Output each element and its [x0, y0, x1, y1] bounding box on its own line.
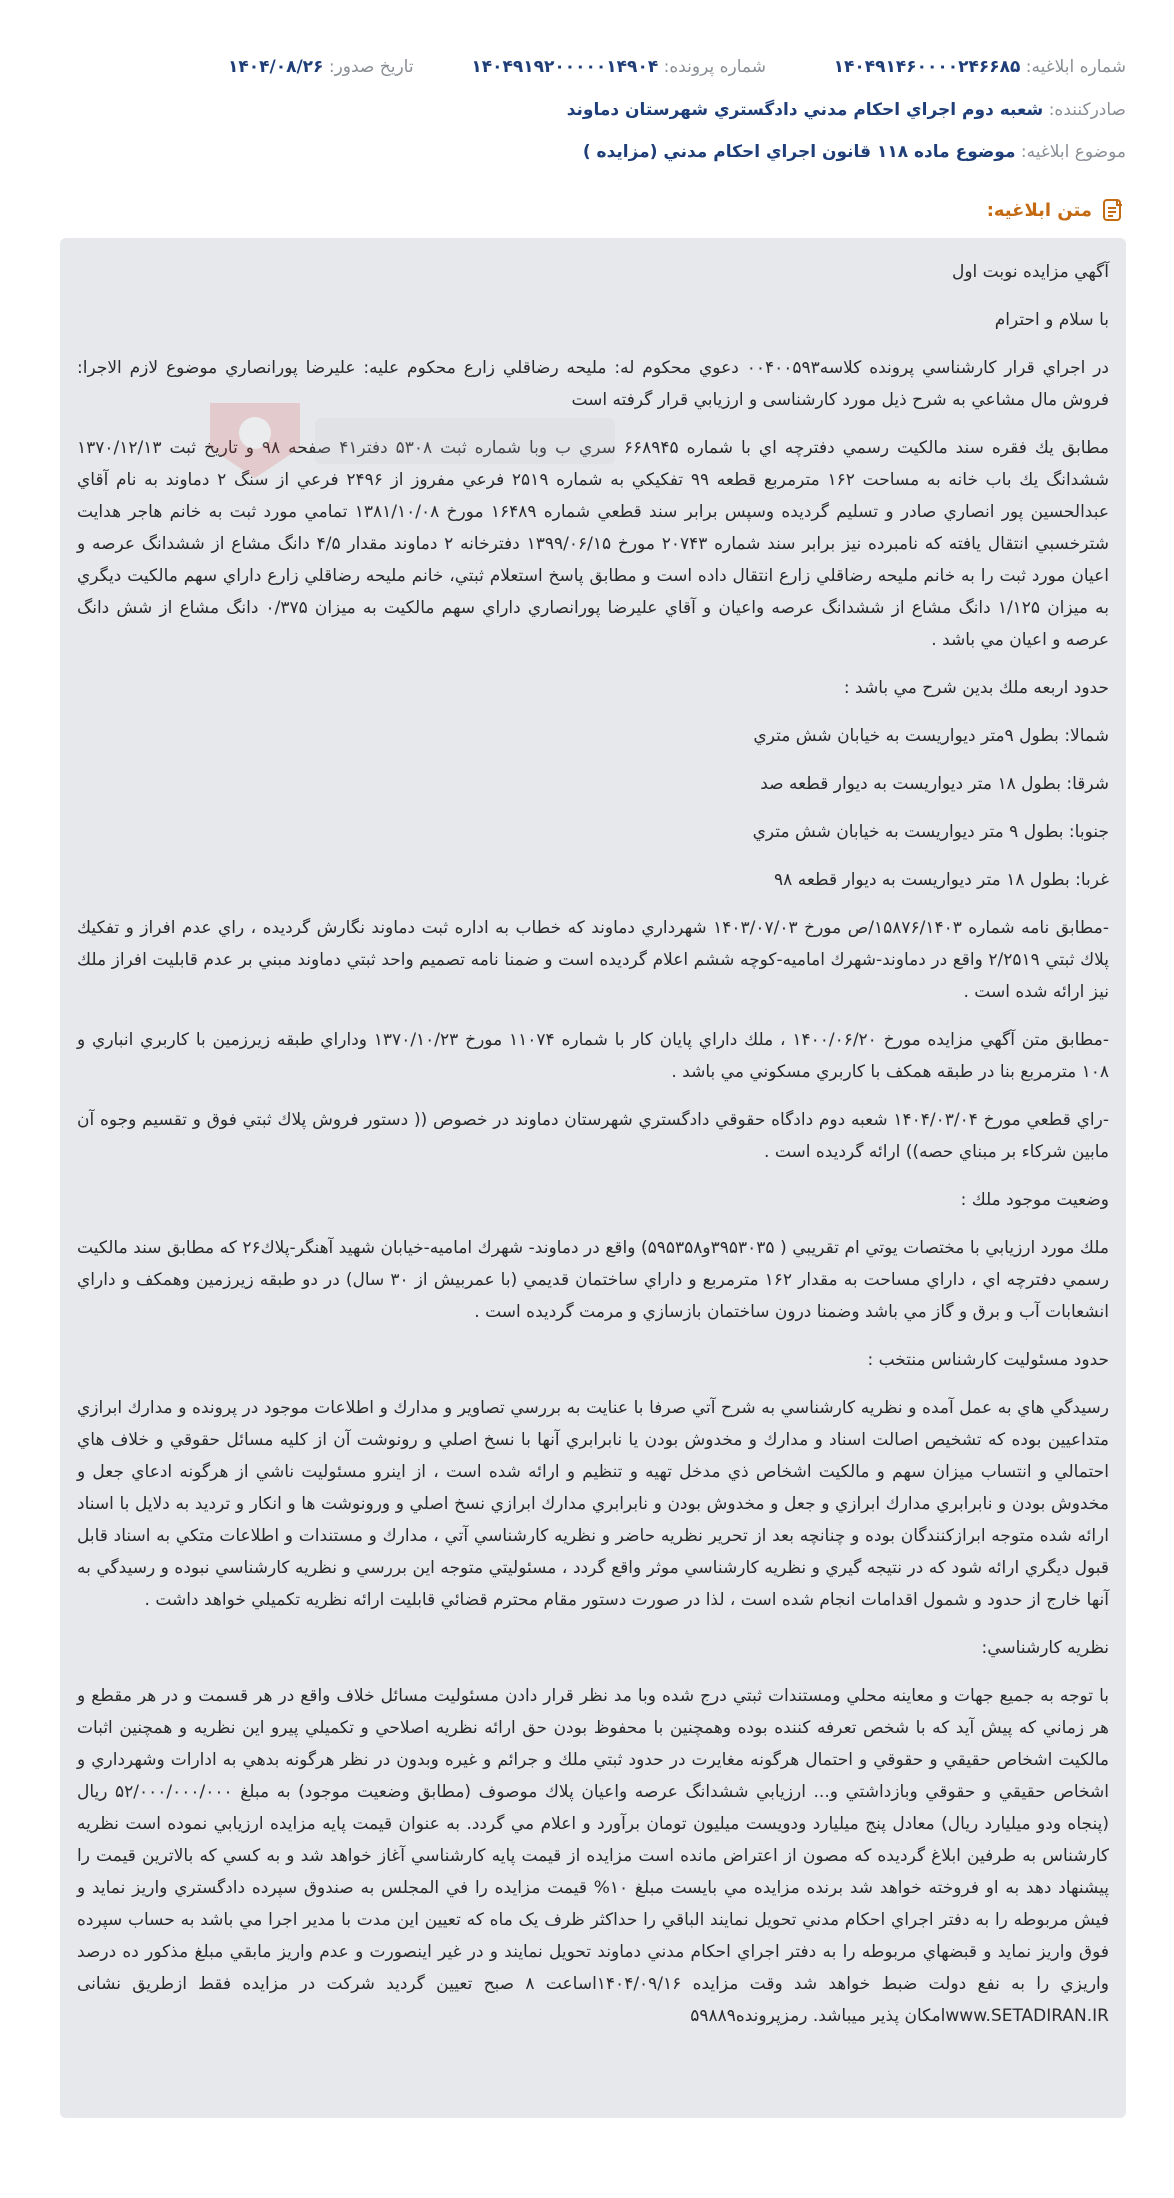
- issue-date: [228, 57, 414, 77]
- notice-paragraph: وضعيت موجود ملك :: [960, 1190, 1109, 1210]
- notice-paragraph: شرقا: بطول ۱۸ متر ديواريست به ديوار قطعه صد: [760, 774, 1109, 794]
- notice-meta-row: [48, 52, 1126, 82]
- notice-number: [834, 57, 1126, 77]
- notice-paragraph: -راي قطعي مورخ ۱۴۰۴/۰۳/۰۴ شعبه دوم دادگاه حقوقي دادگستري شهرستان دماوند در خصوص (( دستور فروش پلاك ثبتي فوق و تقسيم وجوه آن مابين شركاء بر مبناي حصه)) ارائه گرديده است .: [77, 1110, 1109, 1162]
- case-number-value: ۱۴۰۴۹۱۹۲۰۰۰۰۰۱۴۹۰۴: [471, 57, 659, 77]
- notice-text-heading: [987, 197, 1126, 223]
- notice-paragraph: حدود مسئوليت كارشناس منتخب :: [867, 1350, 1109, 1370]
- case-number-label: شماره پرونده:: [663, 57, 766, 77]
- issue-date-label: تاريخ صدور:: [328, 57, 414, 77]
- issuer-label: صادرکننده:: [1048, 100, 1126, 120]
- notice-paragraph: غربا: بطول ۱۸ متر ديواريست به ديوار قطعه ۹۸: [774, 870, 1109, 890]
- subject: [583, 142, 1126, 162]
- notice-paragraph: مطابق يك فقره سند مالكيت رسمي دفترچه اي با شماره ۶۶۸۹۴۵ سري ب وبا شماره ثبت ۵۳۰۸ دفتر۴۱ صفحه ۹۸ و تاريخ ثبت ۱۳۷۰/۱۲/۱۳ ششدانگ يك باب خانه به مساحت ۱۶۲ مترمربع قطعه ۹۹ تفكيكي به شماره ۲۵۱۹ فرعي مفروز از ۲۴۹۶ فرعي از سنگ ۲ دماوند به نام آقاي عبدالحسين پور انصاري صادر و تسليم گرديده وسپس برابر سند قطعي شماره ۱۶۴۸۹ مورخ ۱۳۸۱/۱۰/۰۸ تمامي مورد ثبت به خانم هاجر هدايت شترخسبي انتقال يافته كه نامبرده نيز برابر سند شماره ۲۰۷۴۳ مورخ ۱۳۹۹/۰۶/۱۵ دفترخانه ۲ دماوند مقدار ۴/۵ دانگ مشاع از ششدانگ عرصه و اعيان مورد ثبت را به خانم مليحه رضاقلي زارع انتقال داده است و مطابق پاسخ استعلام ثبتي، خانم مليحه رضاقلي زارع داراي سهم مالكيت ديگري به ميزان ۱/۱۲۵ دانگ مشاع از ششدانگ عرصه واعيان و آقاي عليرضا پورانصاري داراي سهم مالكيت به ميزان ۰/۳۷۵ دانگ مشاع از شش دانگ عرصه و اعيان مي باشد .: [77, 438, 1110, 650]
- issue-date-value: ۱۴۰۴/۰۸/۲۶: [228, 57, 324, 77]
- notice-paragraph: حدود اربعه ملك بدين شرح مي باشد :: [843, 678, 1109, 698]
- notice-paragraphs: [77, 256, 1109, 2032]
- notice-paragraph: آگهي مزايده نوبت اول: [951, 262, 1109, 282]
- notice-paragraph: با سلام و احترام: [994, 310, 1109, 330]
- notice-paragraph: -مطابق نامه شماره ۱۵۸۷۶/۱۴۰۳/ص مورخ ۱۴۰۳/۰۷/۰۳ شهرداري دماوند كه خطاب به اداره ثبت دماوند نگارش گرديده ، راي عدم افراز و تفكيك پلاك ثبتي ۲/۲۵۱۹ واقع در دماوند-شهرك اماميه-كوچه ششم اعلام گرديده است و ضمنا نامه تصميم واحد ثبتي دماوند مبني بر عدم قابليت افراز ملك نيز ارائه شده است .: [77, 918, 1109, 1002]
- subject-label: موضوع ابلاغيه:: [1020, 142, 1126, 162]
- notice-body: [60, 238, 1126, 2118]
- document-list-icon: [1100, 197, 1126, 223]
- notice-paragraph: نظريه كارشناسي:: [981, 1638, 1109, 1658]
- subject-value: موضوع ماده ۱۱۸ قانون اجراي احكام مدني (مزايده ): [582, 142, 1016, 162]
- notice-paragraph: ملك مورد ارزيابي با مختصات يوتي ام تقريبي ( ۳۹۵۳۰۳۵و۵۹۵۳۵۸) واقع در دماوند- شهرك اماميه-خيابان شهيد آهنگر-پلاك۲۶ كه مطابق سند مالكيت رسمي دفترچه اي ، داراي مساحت به مقدار ۱۶۲ مترمربع و داراي ساختمان قديمي (با عمربيش از ۳۰ سال) در دو طبقه زيرزمين وهمكف و داراي انشعابات آب و برق و گاز مي باشد وضمنا درون ساختمان بازسازي و مرمت گرديده است .: [77, 1238, 1110, 1322]
- issuer: [567, 100, 1126, 120]
- subject-row: [48, 137, 1126, 167]
- issuer-value: شعبه دوم اجراي احكام مدني دادگستري شهرستان دماوند: [566, 100, 1044, 120]
- issuer-row: [48, 95, 1126, 125]
- case-number: [471, 57, 766, 77]
- notice-paragraph: در اجراي قرار كارشناسي پرونده كلاسه۰۰۴۰۰۵۹۳ دعوي محكوم له: مليحه رضاقلي زارع محكوم عليه: عليرضا پورانصاري موضوع لازم الاجرا: فروش مال مشاعي به شرح ذيل مورد کارشناسی و ارزيابي قرار گرفته است: [77, 358, 1109, 410]
- notice-paragraph: رسيدگي هاي به عمل آمده و نظريه كارشناسي به شرح آتي صرفا با عنايت به بررسي تصاوير و مدارك و اطلاعات موجود در پرونده و مدارك ابرازي متداعيين بوده كه تشخيص اصالت اسناد و مدارك و مخدوش بودن يا نابرابري آنها با نسخ اصلي و رونوشت آن از كليه مسائل حقوقي و خلاف هاي احتمالي و انتساب ميزان سهم و مالكيت اشخاص ذي مدخل تهيه و تنظيم و ارائه شده است ، از اينرو مسئوليت ناشي از هرگونه ادعاي جعل و مخدوش بودن و نابرابري مدارك ابرازي و جعل و مخدوش بودن و نابرابري مدارك ابرازي نسخ اصلي و ورونوشت ها و انكار و ترديد به دلايل با اسناد ارائه شده متوجه ابرازكنندگان بوده و چنانچه بعد از تحرير نظريه حاضر و نظريه كارشناسي آتي ، مدارك و مستندات و اطلاعات متكي به اسناد قابل قبول ديگري ارائه شود كه در نتيجه گيري و نظريه كارشناسي موثر واقع گردد ، مسئوليتي متوجه اين بررسي و نظريه كارشناسي نبوده و رسيدگي به آنها خارج از حدود و شمول اقدامات انجام شده است ، لذا در صورت دستور مقام محترم قضائي قابليت ارائه نظريه تكميلي خواهد داشت .: [77, 1398, 1109, 1610]
- notice-paragraph: شمالا: بطول ۹متر ديواريست به خيابان شش متري: [753, 726, 1109, 746]
- notice-paragraph: -مطابق متن آگهي مزايده مورخ ۱۴۰۰/۰۶/۲۰ ، ملك داراي پايان كار با شماره ۱۱۰۷۴ مورخ ۱۳۷۰/۱۰/۲۳ وداراي طبقه زيرزمين با كاربري انباري و ۱۰۸ مترمربع بنا در طبقه همكف با كاربري مسكوني مي باشد .: [77, 1030, 1109, 1082]
- notice-text-title: متن ابلاغيه:: [986, 199, 1092, 221]
- notice-number-label: شماره ابلاغيه:: [1025, 57, 1126, 77]
- notice-paragraph: جنوبا: بطول ۹ متر ديواريست به خيابان شش متري: [752, 822, 1109, 842]
- notice-paragraph: با توجه به جميع جهات و معاينه محلي ومستندات ثبتي درج شده وبا مد نظر قرار دادن مسئوليت مسائل خلاف واقع در هر قسمت و در هر مقطع و هر زماني كه پيش آيد كه با شخص تعرفه كننده بوده وهمچنين با محفوظ بودن حق ارائه نظريه اصلاحي و تكميلي پيرو اين نظريه و همچنين اثبات مالكيت اشخاص حقيقي و حقوقي و احتمال هرگونه مغايرت در حدود ثبتي ملك و جرائم و غيره وبدون در نظر هرگونه بدهي به ادارات وشهرداري و اشخاص حقيقي و حقوقي وبازداشتي و... ارزيابي ششدانگ عرصه واعيان پلاك موصوف (مطابق وضعيت موجود) به مبلغ ۵۲/۰۰۰/۰۰۰/۰۰۰ ريال (پنجاه ودو ميليارد ريال) معادل پنج ميليارد ودويست ميليون تومان برآورد و اعلام مي گردد. به عنوان قيمت پايه مزايده ارزيابي نموده است نظريه كارشناس به طرفين ابلاغ گرديده كه مصون از اعتراض مانده است مزايده از قيمت پايه كارشناسي آغاز خواهد شد و به كسي كه بالاترين قيمت را پيشنهاد دهد به او فروخته خواهد شد برنده مزايده مي بايست مبلغ ۱۰% قيمت مزايده را في المجلس به صندوق سپرده دادگستري واريز نمايد و فيش مربوطه را به دفتر اجراي احكام مدني تحويل نمايند الباقي را حداكثر ظرف يک ماه كه تعيين اين مدت با مدير اجرا مي باشد به حساب سپرده فوق واريز نمايد و قبضهاي مربوطه را به دفتر اجراي احكام مدني دماوند تحويل نمايند و در غير اينصورت و عدم واريز مابقي مبلغ مذكور ده درصد واريزي را به نفع دولت ضبط خواهد شد وقت مزايده ۱۴۰۴/۰۹/۱۶اساعت ۸ صبح تعيين گرديد شركت در مزايده فقط ازطريق نشانى www.SETADIRAN.IRامكان پذير ميباشد. رمزپرونده۵۹۸۸۹: [77, 1686, 1109, 2026]
- notice-number-value: ۱۴۰۴۹۱۴۶۰۰۰۰۲۴۶۶۸۵: [833, 57, 1021, 77]
